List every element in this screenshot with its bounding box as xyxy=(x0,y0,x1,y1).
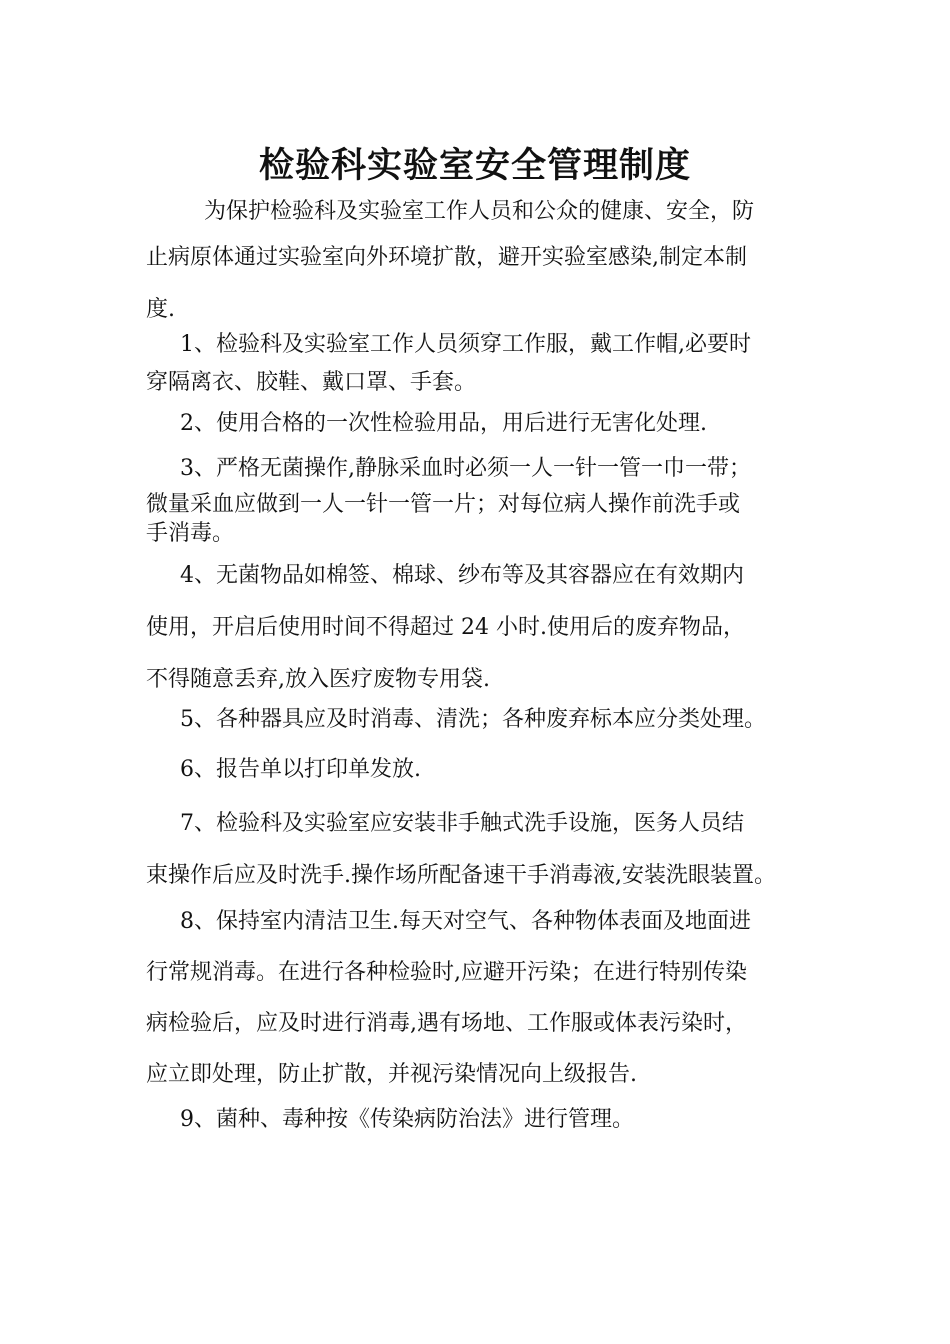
rule-item-7-line-1: 7、检验科及实验室应安装非手触式洗手设施，医务人员结 xyxy=(180,811,744,836)
rule-item-9 xyxy=(146,1098,826,1142)
rule-item-4-line-2: 使用，开启后使用时间不得超过 24 小时.使用后的废弃物品， xyxy=(146,615,745,640)
rule-item-2 xyxy=(146,402,826,446)
rule-item-8-line-4: 应立即处理，防止扩散，并视污染情况向上级报告. xyxy=(146,1062,637,1087)
rule-item-1-line-1: 1、检验科及实验室工作人员须穿工作服，戴工作帽,必要时 xyxy=(180,332,751,357)
rule-item-5 xyxy=(146,698,826,742)
rule-item-8-line-3: 病检验后，应及时进行消毒,遇有场地、工作服或体表污染时， xyxy=(146,1011,747,1036)
intro-paragraph xyxy=(146,190,826,332)
intro-line-1: 为保护检验科及实验室工作人员和公众的健康、安全，防 xyxy=(204,199,755,224)
rule-item-6 xyxy=(146,748,826,792)
intro-line-3: 度. xyxy=(146,297,175,322)
rule-item-3-line-3: 手消毒。 xyxy=(146,521,235,546)
intro-line-2: 止病原体通过实验室向外环境扩散，避开实验室感染,制定本制 xyxy=(146,245,747,270)
rule-item-2-line-1: 2、使用合格的一次性检验用品，用后进行无害化处理. xyxy=(180,411,707,436)
rule-item-7-line-2: 束操作后应及时洗手.操作场所配备速干手消毒液,安装洗眼装置。 xyxy=(146,863,776,888)
rule-item-8-line-2: 行常规消毒。在进行各种检验时,应避开污染；在进行特别传染 xyxy=(146,960,747,985)
rule-item-4-line-3: 不得随意丢弃,放入医疗废物专用袋. xyxy=(146,667,490,692)
rule-item-7 xyxy=(146,798,826,902)
rule-item-9-line-1: 9、菌种、毒种按《传染病防治法》进行管理。 xyxy=(180,1107,634,1132)
rule-item-8-line-1: 8、保持室内清洁卫生.每天对空气、各种物体表面及地面进 xyxy=(180,909,751,934)
rule-item-3-line-2: 微量采血应做到一人一针一管一片；对每位病人操作前洗手或 xyxy=(146,492,741,517)
rule-item-6-line-1: 6、报告单以打印单发放. xyxy=(180,757,421,782)
rule-item-5-line-1: 5、各种器具应及时消毒、清洗；各种废弃标本应分类处理。 xyxy=(180,707,766,732)
rule-item-3 xyxy=(146,452,826,544)
rule-item-4-line-1: 4、无菌物品如棉签、棉球、纱布等及其容器应在有效期内 xyxy=(180,563,744,588)
rule-item-1 xyxy=(146,326,826,402)
rule-item-3-line-1: 3、严格无菌操作,静脉采血时必须一人一针一管一巾一带； xyxy=(180,456,751,481)
rule-item-8 xyxy=(146,896,826,1100)
rule-item-1-line-2: 穿隔离衣、胶鞋、戴口罩、手套。 xyxy=(146,370,477,395)
document-title: 检验科实验室安全管理制度 xyxy=(258,145,691,186)
rule-item-4 xyxy=(146,550,826,706)
